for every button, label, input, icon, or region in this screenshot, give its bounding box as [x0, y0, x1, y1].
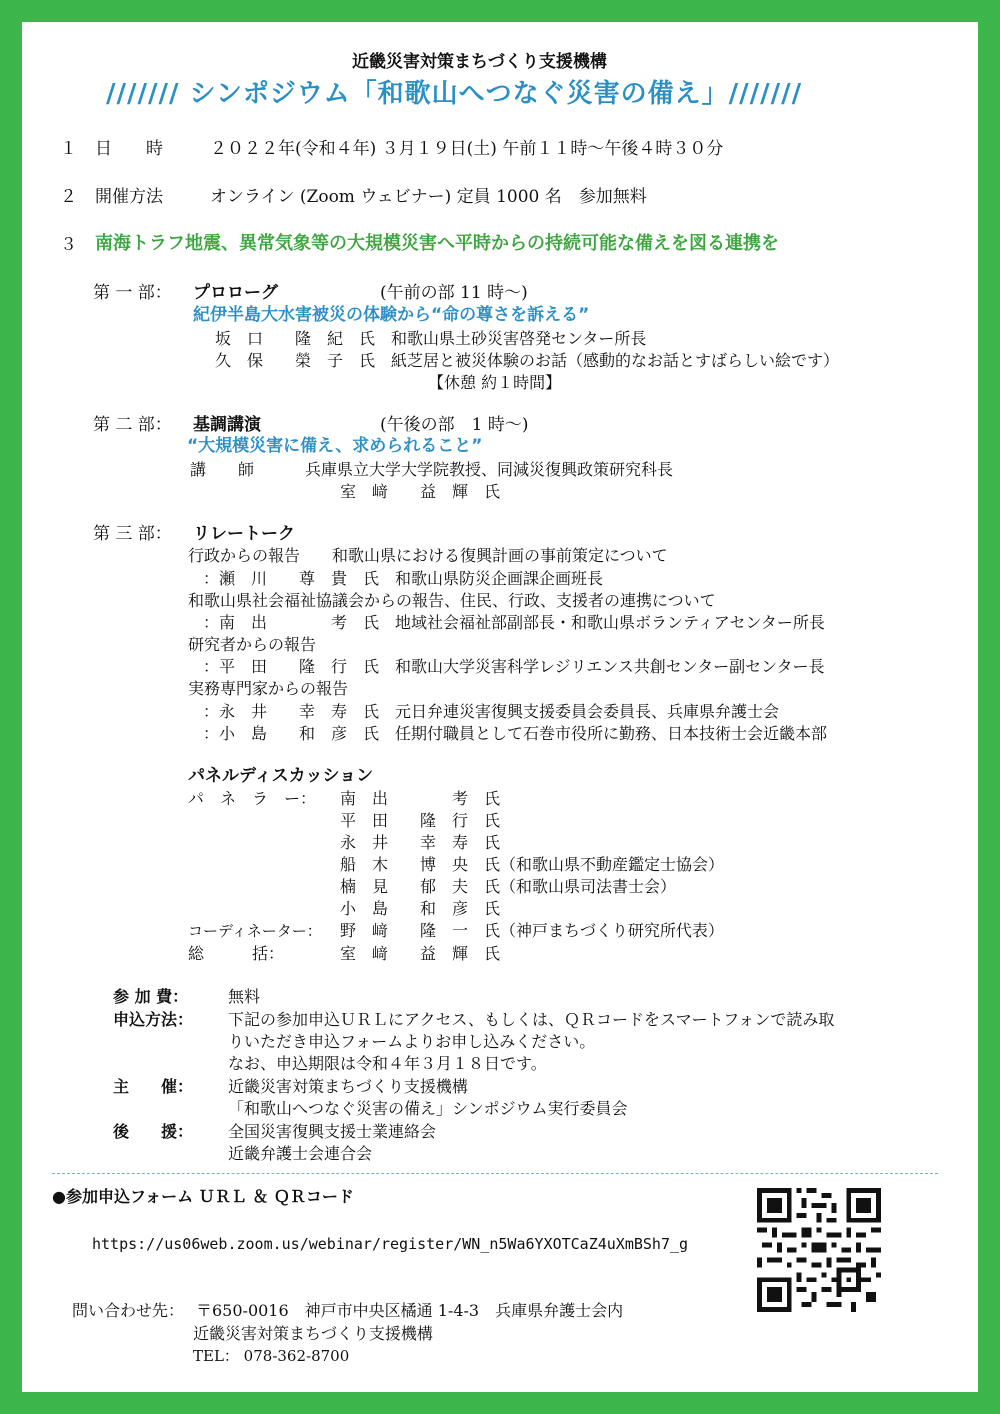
apply-text: りいただき申込フォームよりお申し込みください。	[228, 1032, 596, 1051]
item-1-number: １	[60, 139, 77, 159]
registration-url[interactable]: https://us06web.zoom.us/webinar/register/WN_n5Wa6YXOTCaZ4uXmBSh7_g	[92, 1235, 689, 1253]
coordinator: 野 﨑 隆 一 氏（神戸まちづくり研究所代表）	[340, 921, 724, 940]
apply-deadline: なお、申込期限は令和４年３月１８日です。	[228, 1054, 547, 1073]
summary-speaker: 室 﨑 益 輝 氏	[340, 944, 501, 963]
relay-line: 和歌山県社会福祉協議会からの報告、住民、行政、支援者の連携について	[188, 591, 716, 610]
part2-subtitle: “大規模災害に備え、求められること”	[187, 436, 483, 456]
contact-label: 問い合わせ先：	[72, 1301, 185, 1320]
part1-name: プロローグ	[193, 283, 278, 303]
contact-org: 近畿災害対策まちづくり支援機構	[193, 1324, 433, 1343]
part3-name: リレートーク	[193, 524, 295, 544]
lecturer-title: 兵庫県立大学大学院教授、同減災復興政策研究科長	[305, 460, 674, 479]
relay-line: ：小 島 和 彦 氏 任期付職員として石巻市役所に勤務、日本技術士会近畿本部	[203, 724, 828, 743]
relay-line: 行政からの報告 和歌山県における復興計画の事前策定について	[188, 546, 668, 565]
relay-line: ：南 出 考 氏 地域社会福祉部副部長・和歌山県ボランティアセンター所長	[203, 613, 825, 632]
support-line: 近畿弁護士会連合会	[228, 1144, 373, 1163]
part1-time: (午前の部 11 時〜)	[380, 283, 528, 303]
paneler: 小 島 和 彦 氏	[340, 899, 501, 918]
contact-address: 〒650-0016 神戸市中央区橘通 1-4-3 兵庫県弁護士会内	[196, 1301, 624, 1320]
item-1-value: ２０２２年(令和４年) ３月１９日(土) 午前１１時〜午後４時３０分	[210, 139, 724, 159]
paneler: 平 田 隆 行 氏	[340, 811, 501, 830]
relay-line: ：平 田 隆 行 氏 和歌山大学災害科学レジリエンス共創センター副センター長	[203, 657, 825, 676]
host-label: 主 催：	[113, 1077, 194, 1096]
lecturer-name: 室 﨑 益 輝 氏	[340, 482, 501, 501]
support-line: 全国災害復興支援士業連絡会	[228, 1122, 437, 1141]
lecturer-label: 講 師	[190, 460, 255, 479]
relay-line: ：瀬 川 尊 貴 氏 和歌山県防災企画課企画班長	[203, 569, 604, 588]
part1-break: 【休憩 約１時間】	[428, 373, 562, 392]
organizer-heading: 近畿災害対策まちづくり支援機構	[352, 52, 607, 72]
panel-title: パネルディスカッション	[188, 766, 374, 786]
part2-label: 第 二 部：	[93, 415, 172, 435]
part1-speaker-2: 久 保 榮 子 氏 紙芝居と被災体験のお話（感動的なお話とすばらしい絵です）	[215, 351, 840, 370]
relay-line: ：永 井 幸 寿 氏 元日弁連災害復興支援委員会委員長、兵庫県弁護士会	[203, 702, 780, 721]
part2-time: (午後の部 1 時〜)	[380, 415, 529, 435]
part1-subtitle: 紀伊半島大水害被災の体験から“命の尊さを訴える”	[193, 305, 590, 325]
form-heading: ●参加申込フォーム ＵＲＬ ＆ ＱＲコード	[52, 1187, 354, 1206]
paneler: 永 井 幸 寿 氏	[340, 833, 501, 852]
theme-text: 南海トラフ地震、異常気象等の大規模災害へ平時からの持続可能な備えを図る連携を	[95, 233, 779, 254]
summary-label: 総 括：	[188, 944, 285, 963]
host-line: 「和歌山へつなぐ災害の備え」シンポジウム実行委員会	[228, 1099, 628, 1118]
host-line: 近畿災害対策まちづくり支援機構	[228, 1077, 468, 1096]
fee-value: 無料	[228, 987, 261, 1006]
coordinator-label: コーディネーター：	[188, 922, 322, 940]
item-2-number: ２	[60, 187, 77, 207]
item-2-label: 開催方法	[95, 187, 163, 207]
apply-label: 申込方法：	[113, 1010, 194, 1029]
item-2-value: オンライン (Zoom ウェビナー) 定員 1000 名 参加無料	[210, 187, 647, 207]
item-1-label: 日 時	[95, 139, 163, 159]
part3-label: 第 三 部：	[93, 524, 172, 544]
symposium-title: /////// シンポジウム「和歌山へつなぐ災害の備え」///////	[106, 79, 803, 109]
paneler: 南 出 考 氏	[340, 789, 501, 808]
support-label: 後 援：	[113, 1122, 194, 1141]
divider	[52, 1173, 938, 1174]
apply-text: 下記の参加申込ＵＲＬにアクセス、もしくは、ＱＲコードをスマートフォンで読み取	[228, 1010, 835, 1029]
relay-line: 実務専門家からの報告	[188, 679, 349, 698]
part2-name: 基調講演	[193, 415, 261, 435]
contact-tel: TEL： 078-362-8700	[193, 1347, 350, 1365]
item-3-number: ３	[60, 235, 77, 255]
panelers-label: パ ネ ラ ー：	[188, 789, 317, 808]
paneler: 楠 見 郁 夫 氏（和歌山県司法書士会）	[340, 877, 677, 896]
fee-label: 参 加 費：	[113, 987, 189, 1006]
paneler: 船 木 博 央 氏（和歌山県不動産鑑定士協会）	[340, 855, 725, 874]
qr-code-icon[interactable]	[757, 1188, 881, 1312]
part1-speaker-1: 坂 口 隆 紀 氏 和歌山県土砂災害啓発センター所長	[215, 329, 647, 348]
part1-label: 第 一 部：	[93, 283, 172, 303]
relay-line: 研究者からの報告	[188, 635, 317, 654]
